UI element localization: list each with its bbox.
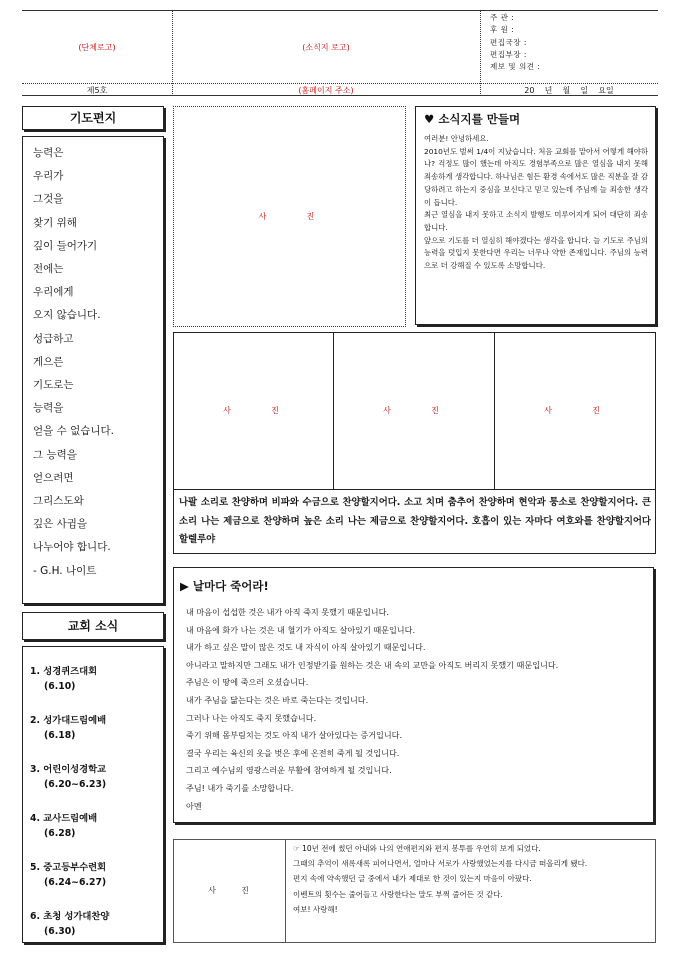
prayer-line: 기도로는: [33, 379, 74, 392]
prayer-line: 능력은: [33, 147, 64, 159]
photo-label: 사 진: [258, 212, 321, 221]
prayer-line: 깊은 사귐을: [33, 518, 88, 531]
letter-title: ♥ 소식지를 만들며: [424, 112, 521, 126]
photo-label: 사 진: [223, 406, 285, 415]
issue-number: 제5호: [86, 86, 108, 95]
essay-line: 아멘: [186, 800, 202, 811]
essay-line: 내 마음이 섭섭한 것은 내가 아직 죽지 못했기 때문입니다.: [186, 607, 389, 617]
prayer-line: 깊이 들어가기: [33, 239, 98, 252]
letter-paragraph: 여러분! 안녕하세요.: [424, 134, 489, 143]
praise-divider: [174, 489, 655, 490]
memo-photo: [174, 840, 286, 942]
letter-paragraph: 2010년도 벌써 1/4이 지났습니다. 처음 교회를 맡아서 어떻게 해야하나? 걱정도 많이 했는데 아직도 경험부족으로 많은 열심을 내지 못해 죄송하게 생각합니다. 하나님은 힘든 환경 속에서도 많은 직분을 잘 감당하려고 하는지 중심을 보신다고 믿고 있는데 주님께 늘 죄송한 생각이 듭니다.: [424, 146, 648, 207]
prayer-line: 찾기 위해: [33, 216, 77, 229]
main-photo: [173, 106, 406, 327]
news-title: 교회 소식: [22, 612, 164, 640]
essay-line: 그러나 나는 아직도 죽지 못했습니다.: [186, 712, 317, 723]
memo-box: [173, 839, 656, 943]
staff-chief-editor: 편집국장 :: [490, 37, 527, 47]
prayer-line: 전에는: [33, 263, 64, 276]
header-divider-h: [22, 83, 658, 84]
letter-box: [415, 106, 656, 325]
memo-paragraph: 이벤트의 횟수는 줄어들고 사랑한다는 말도 부쩍 줄어든 것 같다.: [293, 889, 503, 899]
prayer-line: 우리가: [33, 170, 64, 183]
prayer-line: 능력을: [33, 402, 64, 415]
prayer-box: [22, 136, 164, 604]
essay-line: 주님! 내가 죽기를 소망합니다.: [186, 782, 294, 793]
memo-paragraph: ☞ 10년 전에 썼던 아내와 나의 연애편지와 편지 봉투를 우연히 보게 되었다.: [293, 844, 541, 853]
essay-line: 내가 하고 싶은 말이 많은 것도 내 자식이 아직 살아있기 때문입니다.: [186, 642, 426, 653]
news-item: 4. 교사드림예배 (6.28): [30, 813, 98, 839]
essay-body: [180, 604, 643, 815]
letter-paragraph: 최근 열심을 내지 못하고 소식지 발행도 미루어지게 되어 대단히 죄송합니다.: [424, 210, 648, 232]
prayer-signature: - G.H. 나이트: [33, 564, 97, 577]
header: [22, 10, 658, 96]
issue-date: 20 년 월 일 요일: [524, 86, 614, 95]
news-item: 6. 초청 성가대찬양 (6.30): [30, 911, 110, 937]
memo-paragraph: 편지 속에 약속했던 글 중에서 내가 제대로 한 것이 있는지 마음이 아팠다.: [293, 874, 532, 884]
letter-body: [424, 133, 648, 273]
staff-list: [490, 12, 650, 73]
prayer-line: 나누어야 합니다.: [33, 541, 111, 554]
staff-feedback: 제보 및 의견 :: [490, 62, 541, 72]
homepage-address: (홈페이지 주소): [298, 86, 354, 95]
photo-2: [334, 333, 495, 489]
prayer-line: 얻으려면: [33, 471, 74, 484]
praise-text: 나팔 소리로 찬양하며 비파와 수금으로 찬양할지어다. 소고 치며 춤추어 찬양하며 현악과 퉁소로 찬양할지어다. 큰 소리 나는 제금으로 찬양하며 높은 소리 나는 제금으로 찬양할지어다. 호흡이 있는 자마다 여호와를 찬양할지어다 할렐루야: [179, 497, 651, 546]
memo-paragraph: 그때의 추억이 새록새록 피어나면서, 얼마나 서로가 사랑했었는지를 다시금 떠올리게 됐다.: [293, 859, 588, 869]
prayer-line: 얻을 수 없습니다.: [33, 425, 115, 438]
photo-3: [495, 333, 655, 489]
essay-line: 내 마음에 화가 나는 것은 내 혈기가 아직도 살아있기 때문입니다.: [186, 624, 416, 635]
newsletter-logo: (소식지 로고): [302, 43, 350, 52]
essay-line: 주님은 이 땅에 죽으러 오셨습니다.: [186, 677, 309, 688]
staff-sponsor: 주 관 :: [490, 13, 515, 22]
prayer-line: 성급하고: [33, 332, 74, 345]
prayer-line: 그리스도와: [33, 495, 84, 508]
news-item: 1. 성경퀴즈대회 (6.10): [30, 666, 98, 692]
essay-line: 결국 우리는 육신의 옷을 벗은 후에 온전히 죽게 될 것입니다.: [186, 747, 400, 758]
memo-text: [293, 841, 650, 917]
prayer-title: 기도편지: [22, 106, 164, 130]
letter-paragraph: 앞으로 기도를 더 열심히 해야겠다는 생각을 합니다. 늘 기도로 주님의 능력을 덧입지 못한다면 우리는 너무나 약한 존재입니다. 주님의 능력으로 더 강해질 수 있도록 소망합니다.: [424, 235, 648, 271]
news-item: 2. 성가대드림예배 (6.18): [30, 715, 107, 741]
photo-praise-box: [173, 332, 656, 554]
memo-paragraph: 여보! 사랑해!: [293, 904, 338, 914]
photo-label: 사 진: [544, 406, 606, 415]
staff-support: 후 원 :: [490, 25, 515, 35]
news-box: [22, 646, 164, 943]
prayer-line: 그 능력을: [33, 448, 77, 461]
essay-line: 그리고 예수님의 영광스러운 부활에 참여하게 될 것입니다.: [186, 765, 392, 776]
photo-label: 사 진: [208, 886, 252, 895]
news-item: 3. 어린이성경학교 (6.20~6.23): [30, 764, 107, 790]
essay-box: [173, 567, 654, 823]
prayer-line: 우리에게: [33, 286, 74, 299]
prayer-line: 오지 않습니다.: [33, 309, 101, 322]
photo-1: [174, 333, 334, 489]
essay-line: 내가 주님을 닮는다는 것은 바로 죽는다는 것입니다.: [186, 694, 369, 705]
prayer-line: 게으른: [33, 355, 64, 368]
prayer-line: 그것을: [33, 193, 64, 206]
essay-line: 아니라고 말하지만 그래도 내가 인정받기를 원하는 것은 내 속의 교만을 아직도 버리지 못했기 때문입니다.: [186, 659, 559, 670]
org-logo: (단체로고): [78, 43, 116, 52]
staff-editor: 편집부장 :: [490, 49, 527, 59]
essay-line: 죽기 위해 몸부림치는 것도 아직 내가 살아있다는 증거입니다.: [186, 730, 403, 741]
photo-label: 사 진: [383, 406, 445, 415]
news-item: 5. 중고등부수련회 (6.24~6.27): [30, 862, 107, 888]
essay-title: ▶ 날마다 죽어라!: [180, 579, 269, 593]
